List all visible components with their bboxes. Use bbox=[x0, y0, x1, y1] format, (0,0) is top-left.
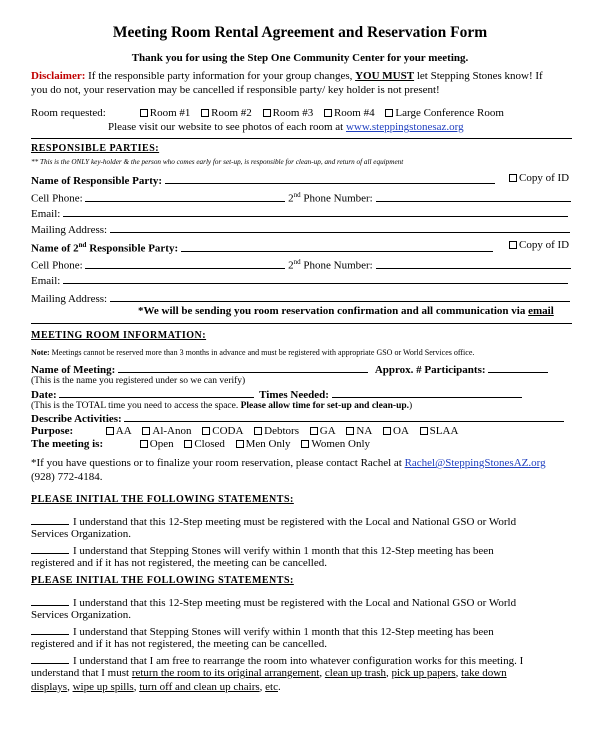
describe-activities-row: Describe Activities: bbox=[31, 411, 564, 426]
initial-heading-2: PLEASE INITIAL THE FOLLOWING STATEMENTS: bbox=[31, 575, 294, 586]
purpose-coda[interactable]: CODA bbox=[202, 425, 243, 438]
statement-5c: displays, wipe up spills, turn off and clean up chairs, etc. bbox=[31, 681, 281, 693]
mailing-row-2: Mailing Address: bbox=[31, 291, 570, 306]
checkbox-icon[interactable] bbox=[385, 109, 393, 117]
statement-2a: I understand that Stepping Stones will verify within 1 month that this 12-Step meeting has been bbox=[31, 543, 494, 558]
responsible-note: ** This is the ONLY key-holder & the person who comes early for set-up, is responsible for clean-up, and return of all equipment bbox=[31, 158, 404, 166]
email-row-1: Email: bbox=[31, 206, 568, 221]
confirmation-note: *We will be sending you room reservation confirmation and all communication via email bbox=[138, 305, 554, 317]
statement-3b: Services Organization. bbox=[31, 609, 131, 621]
meeting-open[interactable]: Open bbox=[140, 438, 174, 451]
purpose-al-anon[interactable]: Al-Anon bbox=[142, 425, 191, 438]
meeting-women-only[interactable]: Women Only bbox=[301, 438, 370, 451]
statement-5a: I understand that I am free to rearrange the room into whatever configuration works for this meeting. I bbox=[31, 653, 523, 668]
cell-phone-field-2[interactable] bbox=[85, 258, 285, 269]
large-conference-room-option[interactable]: Large Conference Room bbox=[385, 107, 504, 120]
initial-field[interactable] bbox=[31, 624, 69, 635]
second-phone-field-2[interactable] bbox=[376, 258, 571, 269]
checkbox-icon[interactable] bbox=[383, 427, 391, 435]
divider bbox=[31, 138, 572, 139]
meeting-men-only[interactable]: Men Only bbox=[236, 438, 291, 451]
checkbox-icon[interactable] bbox=[509, 241, 517, 249]
disclaimer-line-2: you do not, your reservation may be cancelled if responsible party/ key holder is not present! bbox=[31, 84, 440, 96]
meeting-name-row: Name of Meeting: Approx. # Participants: bbox=[31, 362, 548, 377]
disclaimer-text-end: let Stepping Stones know! If bbox=[414, 70, 543, 82]
statement-4b: registered and if it has not registered, the meeting can be cancelled. bbox=[31, 638, 327, 650]
mailing-field-2[interactable] bbox=[110, 291, 570, 302]
purpose-slaa[interactable]: SLAA bbox=[420, 425, 459, 438]
initial-field[interactable] bbox=[31, 543, 69, 554]
responsible-party-2-field[interactable] bbox=[181, 241, 493, 252]
room-4-option[interactable]: Room #4 bbox=[324, 107, 375, 120]
cell-phone-field-1[interactable] bbox=[85, 191, 285, 202]
date-row: Date: Times Needed: bbox=[31, 387, 522, 402]
room-requested-row bbox=[31, 107, 512, 120]
purpose-debtors[interactable]: Debtors bbox=[254, 425, 299, 438]
meeting-name-hint: (This is the name you registered under so we can verify) bbox=[31, 376, 246, 386]
checkbox-icon[interactable] bbox=[324, 109, 332, 117]
responsible-party-2-row: Name of 2nd Responsible Party: bbox=[31, 239, 493, 256]
checkbox-icon[interactable] bbox=[184, 440, 192, 448]
statement-5b: understand that I must return the room to its original arrangement, clean up trash, pick up papers, take down bbox=[31, 667, 507, 679]
initial-heading-1: PLEASE INITIAL THE FOLLOWING STATEMENTS: bbox=[31, 494, 294, 505]
times-hint: (This is the TOTAL time you need to access the space. Please allow time for set-up and clean-up.) bbox=[31, 401, 413, 411]
checkbox-icon[interactable] bbox=[140, 440, 148, 448]
checkbox-icon[interactable] bbox=[140, 109, 148, 117]
mailing-row-1: Mailing Address: bbox=[31, 222, 570, 237]
email-field-1[interactable] bbox=[63, 206, 568, 217]
checkbox-icon[interactable] bbox=[420, 427, 428, 435]
activities-field[interactable] bbox=[124, 411, 564, 422]
purpose-oa[interactable]: OA bbox=[383, 425, 409, 438]
disclaimer-label: Disclaimer: bbox=[31, 70, 86, 82]
checkbox-icon[interactable] bbox=[263, 109, 271, 117]
meeting-note: Note: Meetings cannot be reserved more than 3 months in advance and must be registered with appropriate GSO or World Services office. bbox=[31, 348, 475, 357]
checkbox-icon[interactable] bbox=[236, 440, 244, 448]
statement-1b: Services Organization. bbox=[31, 528, 131, 540]
purpose-ga[interactable]: GA bbox=[310, 425, 336, 438]
meeting-info-heading: MEETING ROOM INFORMATION: bbox=[31, 330, 207, 341]
form-subtitle: Thank you for using the Step One Community Center for your meeting. bbox=[131, 52, 469, 64]
checkbox-icon[interactable] bbox=[142, 427, 150, 435]
initial-field[interactable] bbox=[31, 514, 69, 525]
times-field[interactable] bbox=[332, 387, 522, 398]
checkbox-icon[interactable] bbox=[201, 109, 209, 117]
cell-phone-row-2: Cell Phone: 2nd Phone Number: bbox=[31, 256, 571, 273]
contact-email-link[interactable]: Rachel@SteppingStonesAZ.org bbox=[404, 457, 546, 469]
purpose-row: Purpose: AA Al-Anon CODA Debtors GA NA OA SLAA bbox=[31, 425, 459, 437]
divider bbox=[31, 323, 572, 324]
checkbox-icon[interactable] bbox=[310, 427, 318, 435]
responsible-party-1-row: Name of Responsible Party: bbox=[31, 173, 495, 188]
room-3-option[interactable]: Room #3 bbox=[263, 107, 314, 120]
statement-1a: I understand that this 12-Step meeting must be registered with the Local and National GSO or World bbox=[31, 514, 516, 529]
meeting-closed[interactable]: Closed bbox=[184, 438, 225, 451]
room-requested-label: Room requested: bbox=[31, 107, 106, 119]
meeting-is-row: The meeting is: Open Closed Men Only Women Only bbox=[31, 438, 371, 450]
disclaimer-line-1 bbox=[31, 70, 543, 83]
second-phone-field-1[interactable] bbox=[376, 191, 571, 202]
email-field-2[interactable] bbox=[63, 273, 568, 284]
checkbox-icon[interactable] bbox=[254, 427, 262, 435]
you-must-text: YOU MUST bbox=[355, 70, 415, 82]
disclaimer-text: If the responsible party information for your group changes, bbox=[88, 70, 356, 82]
checkbox-icon[interactable] bbox=[106, 427, 114, 435]
responsible-parties-heading: RESPONSIBLE PARTIES: bbox=[31, 143, 160, 154]
statement-3a: I understand that this 12-Step meeting must be registered with the Local and National GSO or World bbox=[31, 595, 516, 610]
cell-phone-row-1: Cell Phone: 2nd Phone Number: bbox=[31, 189, 571, 206]
responsible-party-1-field[interactable] bbox=[165, 173, 495, 184]
checkbox-icon[interactable] bbox=[346, 427, 354, 435]
initial-field[interactable] bbox=[31, 653, 69, 664]
statement-4a: I understand that Stepping Stones will verify within 1 month that this 12-Step meeting has been bbox=[31, 624, 494, 639]
purpose-na[interactable]: NA bbox=[346, 425, 372, 438]
email-row-2: Email: bbox=[31, 273, 568, 288]
website-link[interactable]: www.steppingstonesaz.org bbox=[345, 121, 464, 133]
checkbox-icon[interactable] bbox=[301, 440, 309, 448]
date-field[interactable] bbox=[59, 387, 254, 398]
checkbox-icon[interactable] bbox=[509, 174, 517, 182]
room-1-option[interactable]: Room #1 bbox=[140, 107, 191, 120]
copy-of-id-1[interactable]: Copy of ID bbox=[509, 172, 569, 184]
mailing-field-1[interactable] bbox=[110, 222, 570, 233]
website-line: Please visit our website to see photos of each room at www.steppingstonesaz.org bbox=[108, 121, 464, 133]
contact-phone: (928) 772-4184. bbox=[31, 471, 103, 483]
room-2-option[interactable]: Room #2 bbox=[201, 107, 252, 120]
statement-2b: registered and if it has not registered, the meeting can be cancelled. bbox=[31, 557, 327, 569]
purpose-aa[interactable]: AA bbox=[106, 425, 132, 438]
meeting-name-field[interactable] bbox=[118, 362, 368, 373]
checkbox-icon[interactable] bbox=[202, 427, 210, 435]
participants-field[interactable] bbox=[488, 362, 548, 373]
initial-field[interactable] bbox=[31, 595, 69, 606]
copy-of-id-2[interactable]: Copy of ID bbox=[509, 239, 569, 251]
contact-line: *If you have questions or to finalize your room reservation, please contact Rachel at Rachel@SteppingStonesAZ.org bbox=[31, 457, 546, 469]
form-title: Meeting Room Rental Agreement and Reservation Form bbox=[112, 24, 488, 41]
